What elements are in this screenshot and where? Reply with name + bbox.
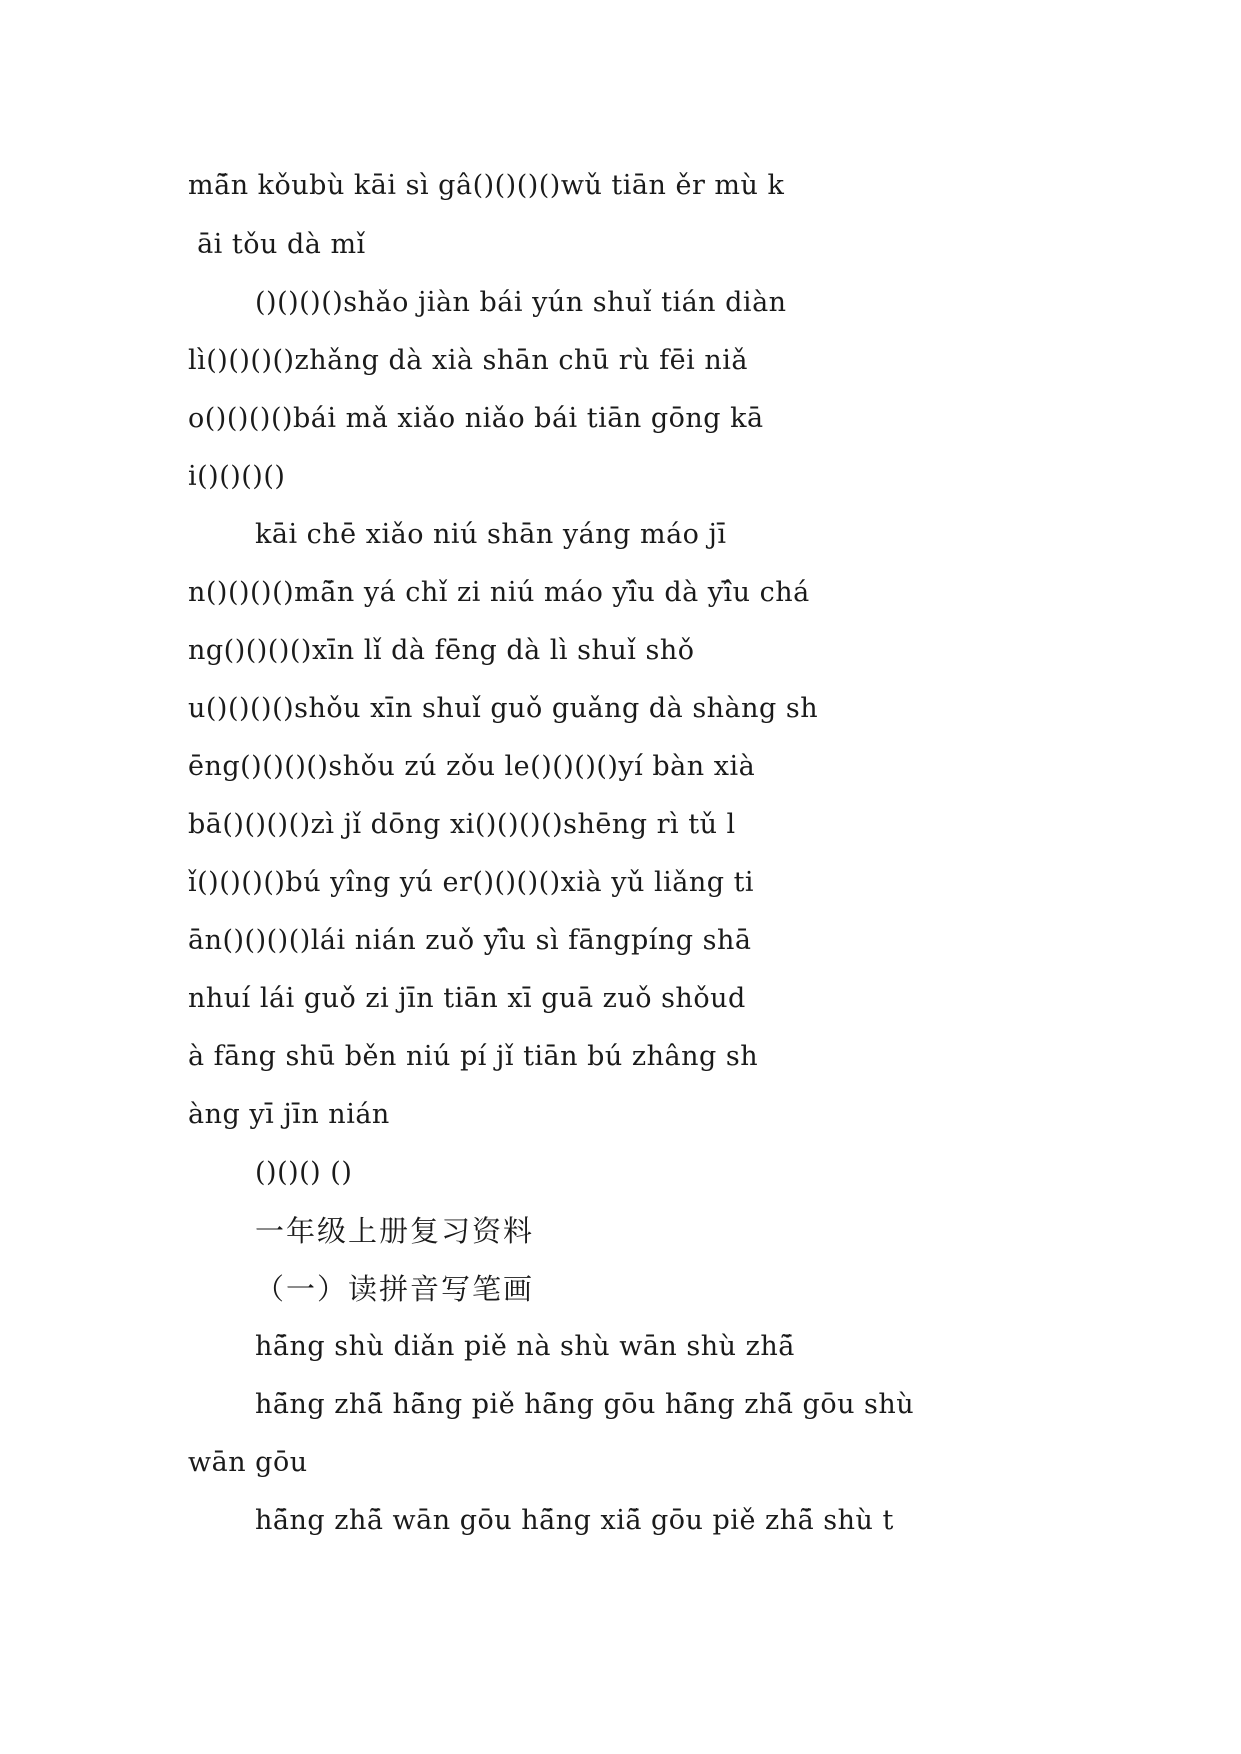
text-line: ēng()()()()shǒu zú zǒu le()()()()yí bàn xià xyxy=(188,751,756,782)
text-line: nhuí lái guǒ zi jīn tiān xī guā zuǒ shǒud xyxy=(188,983,746,1014)
text-line: u()()()()shǒu xīn shuǐ guǒ guǎng dà shàng sh xyxy=(188,693,819,724)
text-line: hã̄ng zhã̄ hã̄ng piě hã̄ng gōu hã̄ng zhã̄ gōu shù xyxy=(255,1389,915,1420)
text-line: n()()()()mã̄n yá chǐ zi niú máo yî̄u dà yî̄u chá xyxy=(188,577,810,608)
text-line: ng()()()()xīn lǐ dà fēng dà lì shuǐ shǒ xyxy=(188,635,695,666)
text-line: ǐ()()()()bú yîng yú er()()()()xià yǔ liǎng ti xyxy=(188,867,755,898)
text-line: hã̄ng zhã̄ wān gōu hã̄ng xiã̄ gōu piě zhã̄ shù t xyxy=(255,1505,894,1536)
text-line: bā()()()()zì jǐ dōng xi()()()()shēng rì tǔ l xyxy=(188,809,736,840)
text-line: hã̄ng shù diǎn piě nà shù wān shù zhã̄ xyxy=(255,1331,795,1362)
text-line: o()()()()bái mǎ xiǎo niǎo bái tiān gōng kā xyxy=(188,403,764,434)
text-line: wān gōu xyxy=(188,1447,308,1478)
text-line: ān()()()()lái nián zuǒ yî̄u sì fāngpíng shā xyxy=(188,925,752,956)
text-line: ()()()()shǎo jiàn bái yún shuǐ tián diàn xyxy=(255,287,787,318)
text-line: i()()()() xyxy=(188,461,286,492)
text-line: lì()()()()zhǎng dà xià shān chū rù fēi niǎ xyxy=(188,345,748,376)
section-title: 一年级上册复习资料 xyxy=(255,1214,535,1248)
text-line: ()()() () xyxy=(255,1157,353,1188)
text-line: àng yī jīn nián xyxy=(188,1099,390,1130)
text-line: à fāng shū běn niú pí jǐ tiān bú zhâng sh xyxy=(188,1041,759,1072)
text-line: kāi chē xiǎo niú shān yáng máo jī xyxy=(255,519,727,550)
text-line: āi tǒu dà mǐ xyxy=(188,229,366,260)
section-subtitle: （一）读拼音写笔画 xyxy=(255,1272,535,1306)
text-line: mã̄n kǒubù kāi sì gâ()()()()wǔ tiān ěr mù k xyxy=(188,170,785,201)
